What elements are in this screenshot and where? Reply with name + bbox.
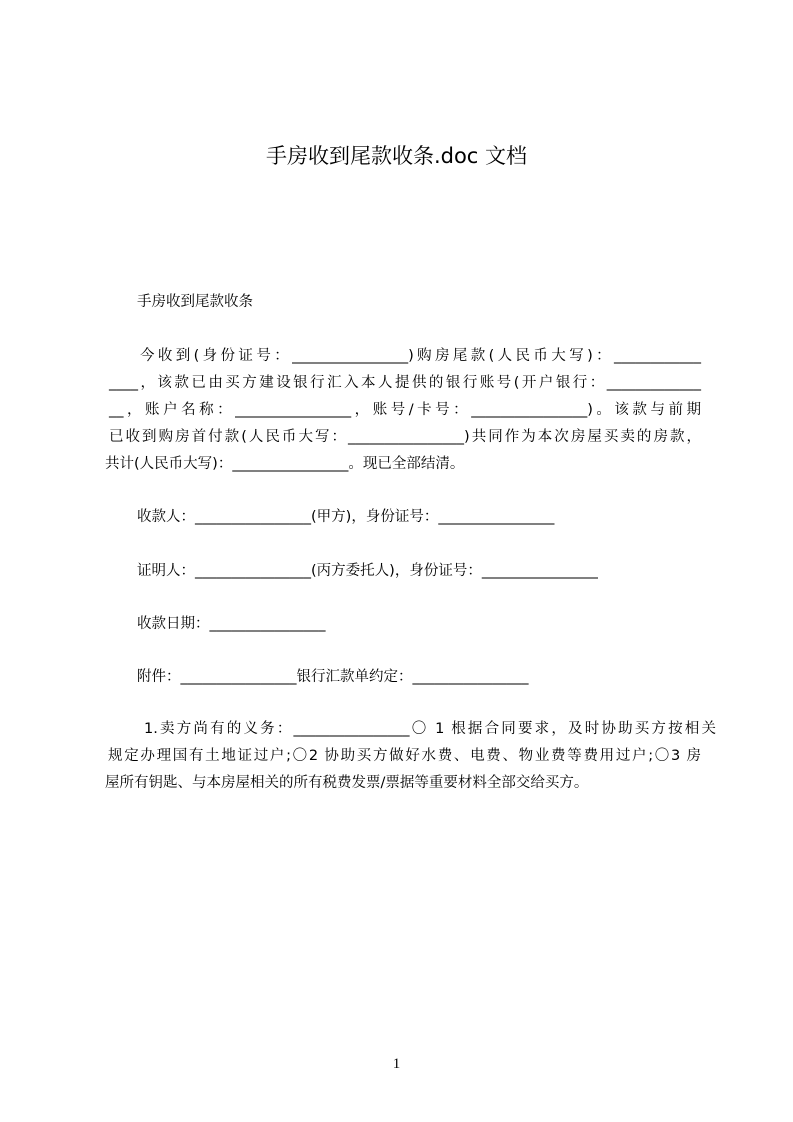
receipt-date-line: 收款日期：________________ [137, 616, 326, 632]
body-line-5: 共计(人民币大写)：________________。现已全部结清。 [105, 456, 465, 472]
attachment-line: 附件：________________银行汇款单约定：________________ [137, 669, 529, 685]
body-line-1: 今收到(身份证号：________________)购房尾款(人民币大写)：____________ [140, 348, 701, 364]
body-line-4: 已收到购房首付款(人民币大写：________________)共同作为本次房屋买卖的房款， [109, 429, 701, 445]
body-line-3: __，账户名称：________________，账号/卡号：________________)。该款与前期 [109, 402, 701, 418]
document-title: 手房收到尾款收条.doc 文档 [265, 144, 528, 168]
body-line-2: ____，该款已由买方建设银行汇入本人提供的银行账号(开户银行：_____________ [109, 375, 701, 391]
obligation-line-1: 1.卖方尚有的义务：________________〇 1 根据合同要求，及时协助买方按相关 [144, 721, 716, 737]
page-number: 1 [392, 1056, 401, 1072]
obligation-line-3: 屋所有钥匙、与本房屋相关的所有税费发票/票据等重要材料全部交给买方。 [105, 775, 589, 791]
obligation-line-2: 规定办理国有土地证过户;〇2 协助买方做好水费、电费、物业费等费用过户;〇3 房 [108, 748, 701, 764]
receipt-heading: 手房收到尾款收条 [137, 294, 253, 310]
witness-line: 证明人：________________(丙方委托人)，身份证号：________________ [137, 563, 598, 579]
payee-line: 收款人：________________(甲方)，身份证号：________________ [137, 509, 555, 525]
